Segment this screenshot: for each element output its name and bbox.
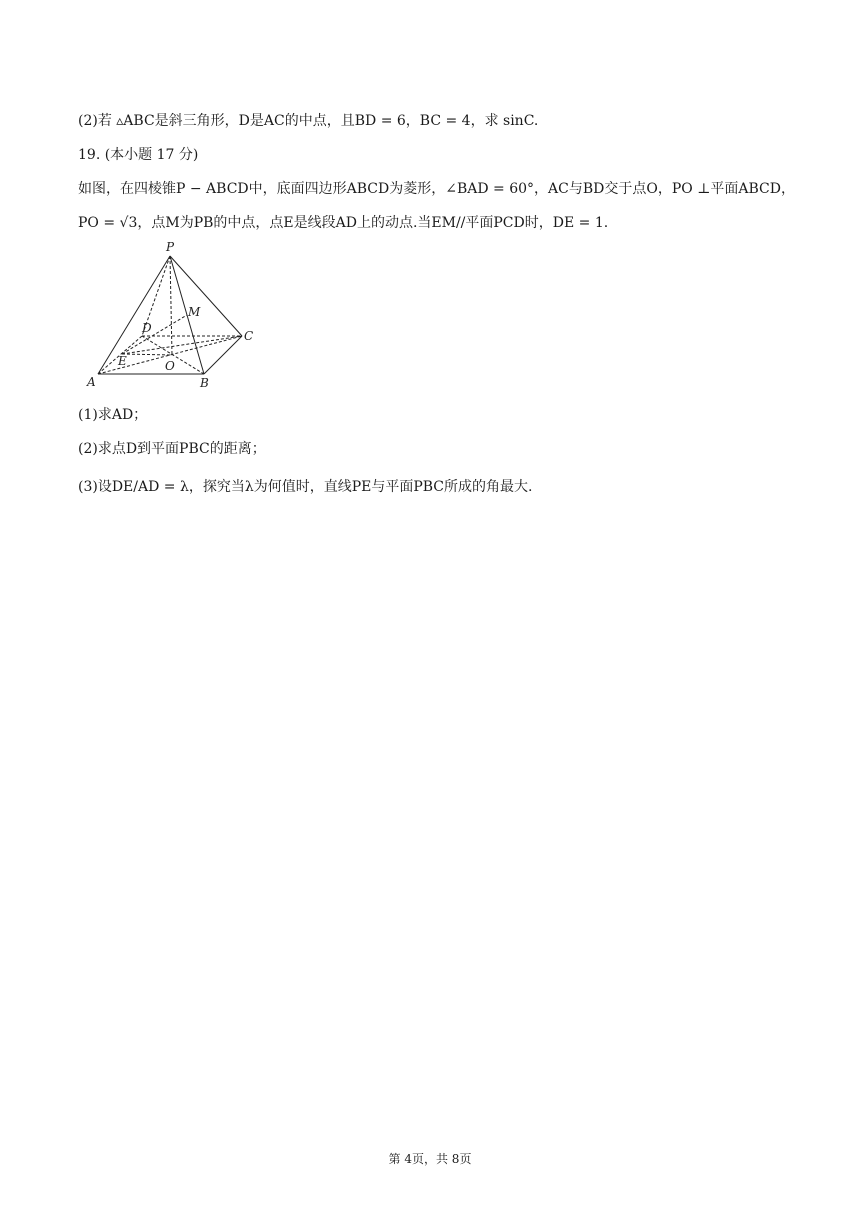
- label-M: M: [188, 305, 201, 319]
- question-19-part-1: (1)求AD；: [78, 407, 148, 423]
- label-B: B: [200, 376, 209, 390]
- label-E: E: [118, 354, 127, 368]
- segment-EC: [122, 336, 242, 354]
- question-19-part-3: (3)设DE/AD = λ，探究当λ为何值时，直线PE与平面PBC所成的角最大.: [78, 479, 533, 495]
- page-footer: 第 4页，共 8页: [388, 1152, 472, 1166]
- segment-EM: [122, 315, 187, 354]
- question-19-stem-line-2: PO = √3，点M为PB的中点，点E是线段AD上的动点.当EM//平面PCD时，DE = 1.: [78, 215, 609, 231]
- edge-PA: [98, 256, 170, 374]
- question-18-part-2: (2)若 ▵ABC是斜三角形，D是AC的中点，且BD = 6，BC = 4，求 sinC.: [78, 113, 539, 129]
- pyramid-figure: [84, 240, 264, 392]
- question-19-stem-line-1: 如图，在四棱锥P − ABCD中，底面四边形ABCD为菱形，∠BAD = 60°，AC与BD交于点O，PO ⊥平面ABCD，: [78, 181, 795, 197]
- label-A: A: [87, 375, 96, 389]
- question-19-header: 19. (本小题 17 分): [78, 147, 199, 163]
- edge-BC: [204, 336, 242, 374]
- question-19-part-2: (2)求点D到平面PBC的距离；: [78, 441, 266, 457]
- label-O: O: [165, 359, 175, 373]
- segment-PO: [170, 256, 172, 355]
- edge-PC: [170, 256, 242, 336]
- segment-EO: [122, 354, 172, 355]
- label-D: D: [142, 321, 152, 335]
- label-P: P: [166, 240, 175, 254]
- label-C: C: [244, 329, 254, 343]
